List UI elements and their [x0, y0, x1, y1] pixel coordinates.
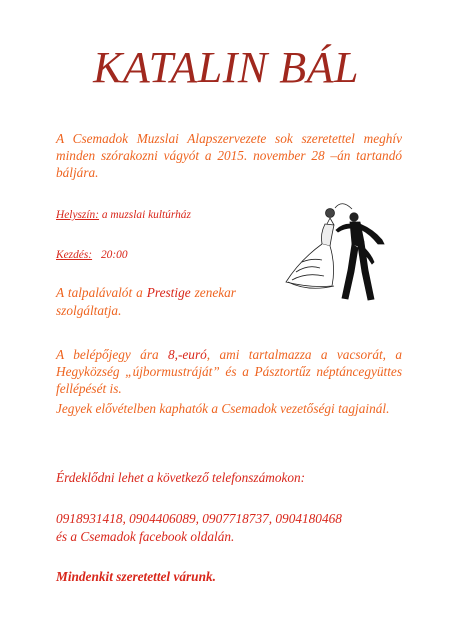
ticket-info — [56, 346, 402, 397]
ticket-price: 8,-euró — [168, 347, 207, 362]
invitation-text: A Csemadok Muzslai Alapszervezete sok szeretettel meghív minden szórakozni vágyót a 2015. november 28 –án tartandó báljára. — [56, 131, 402, 180]
ballroom-dancers-icon — [278, 200, 396, 308]
phone-numbers: 0918931418, 0904406089, 0907718737, 0904180468 — [56, 511, 342, 526]
band-text — [56, 284, 236, 320]
presale-info: Jegyek elővételben kaphatók a Csemadok vezetőségi tagjainál. — [56, 401, 390, 416]
start-time-label: Kezdés: — [56, 249, 93, 261]
start-time-row — [56, 248, 128, 262]
closing-text: Mindenkit szeretettel várunk. — [56, 569, 216, 584]
location-row — [56, 208, 191, 222]
ticket-text-start: A belépőjegy ára — [56, 347, 168, 362]
band-text-end: zenekar szolgáltatja. — [56, 285, 236, 318]
location-label: Helyszín: — [56, 209, 100, 221]
location-value: a muzslai kultúrház — [101, 209, 191, 221]
band-name: Prestige — [146, 285, 191, 300]
page-title: KATALIN BÁL — [93, 43, 359, 92]
contact-label: Érdeklődni lehet a következő telefonszámokon: — [56, 470, 306, 485]
start-time-value: 20:00 — [100, 249, 128, 261]
ticket-text-end: , ami tartalmazza a vacsorát, a Hegyközség „újbormustráját” és a Pásztortűz néptáncegyüttes fellépését is. — [56, 347, 403, 396]
facebook-info: és a Csemadok facebook oldalán. — [56, 529, 235, 544]
band-text-start: A talpalávalót a — [56, 285, 147, 300]
